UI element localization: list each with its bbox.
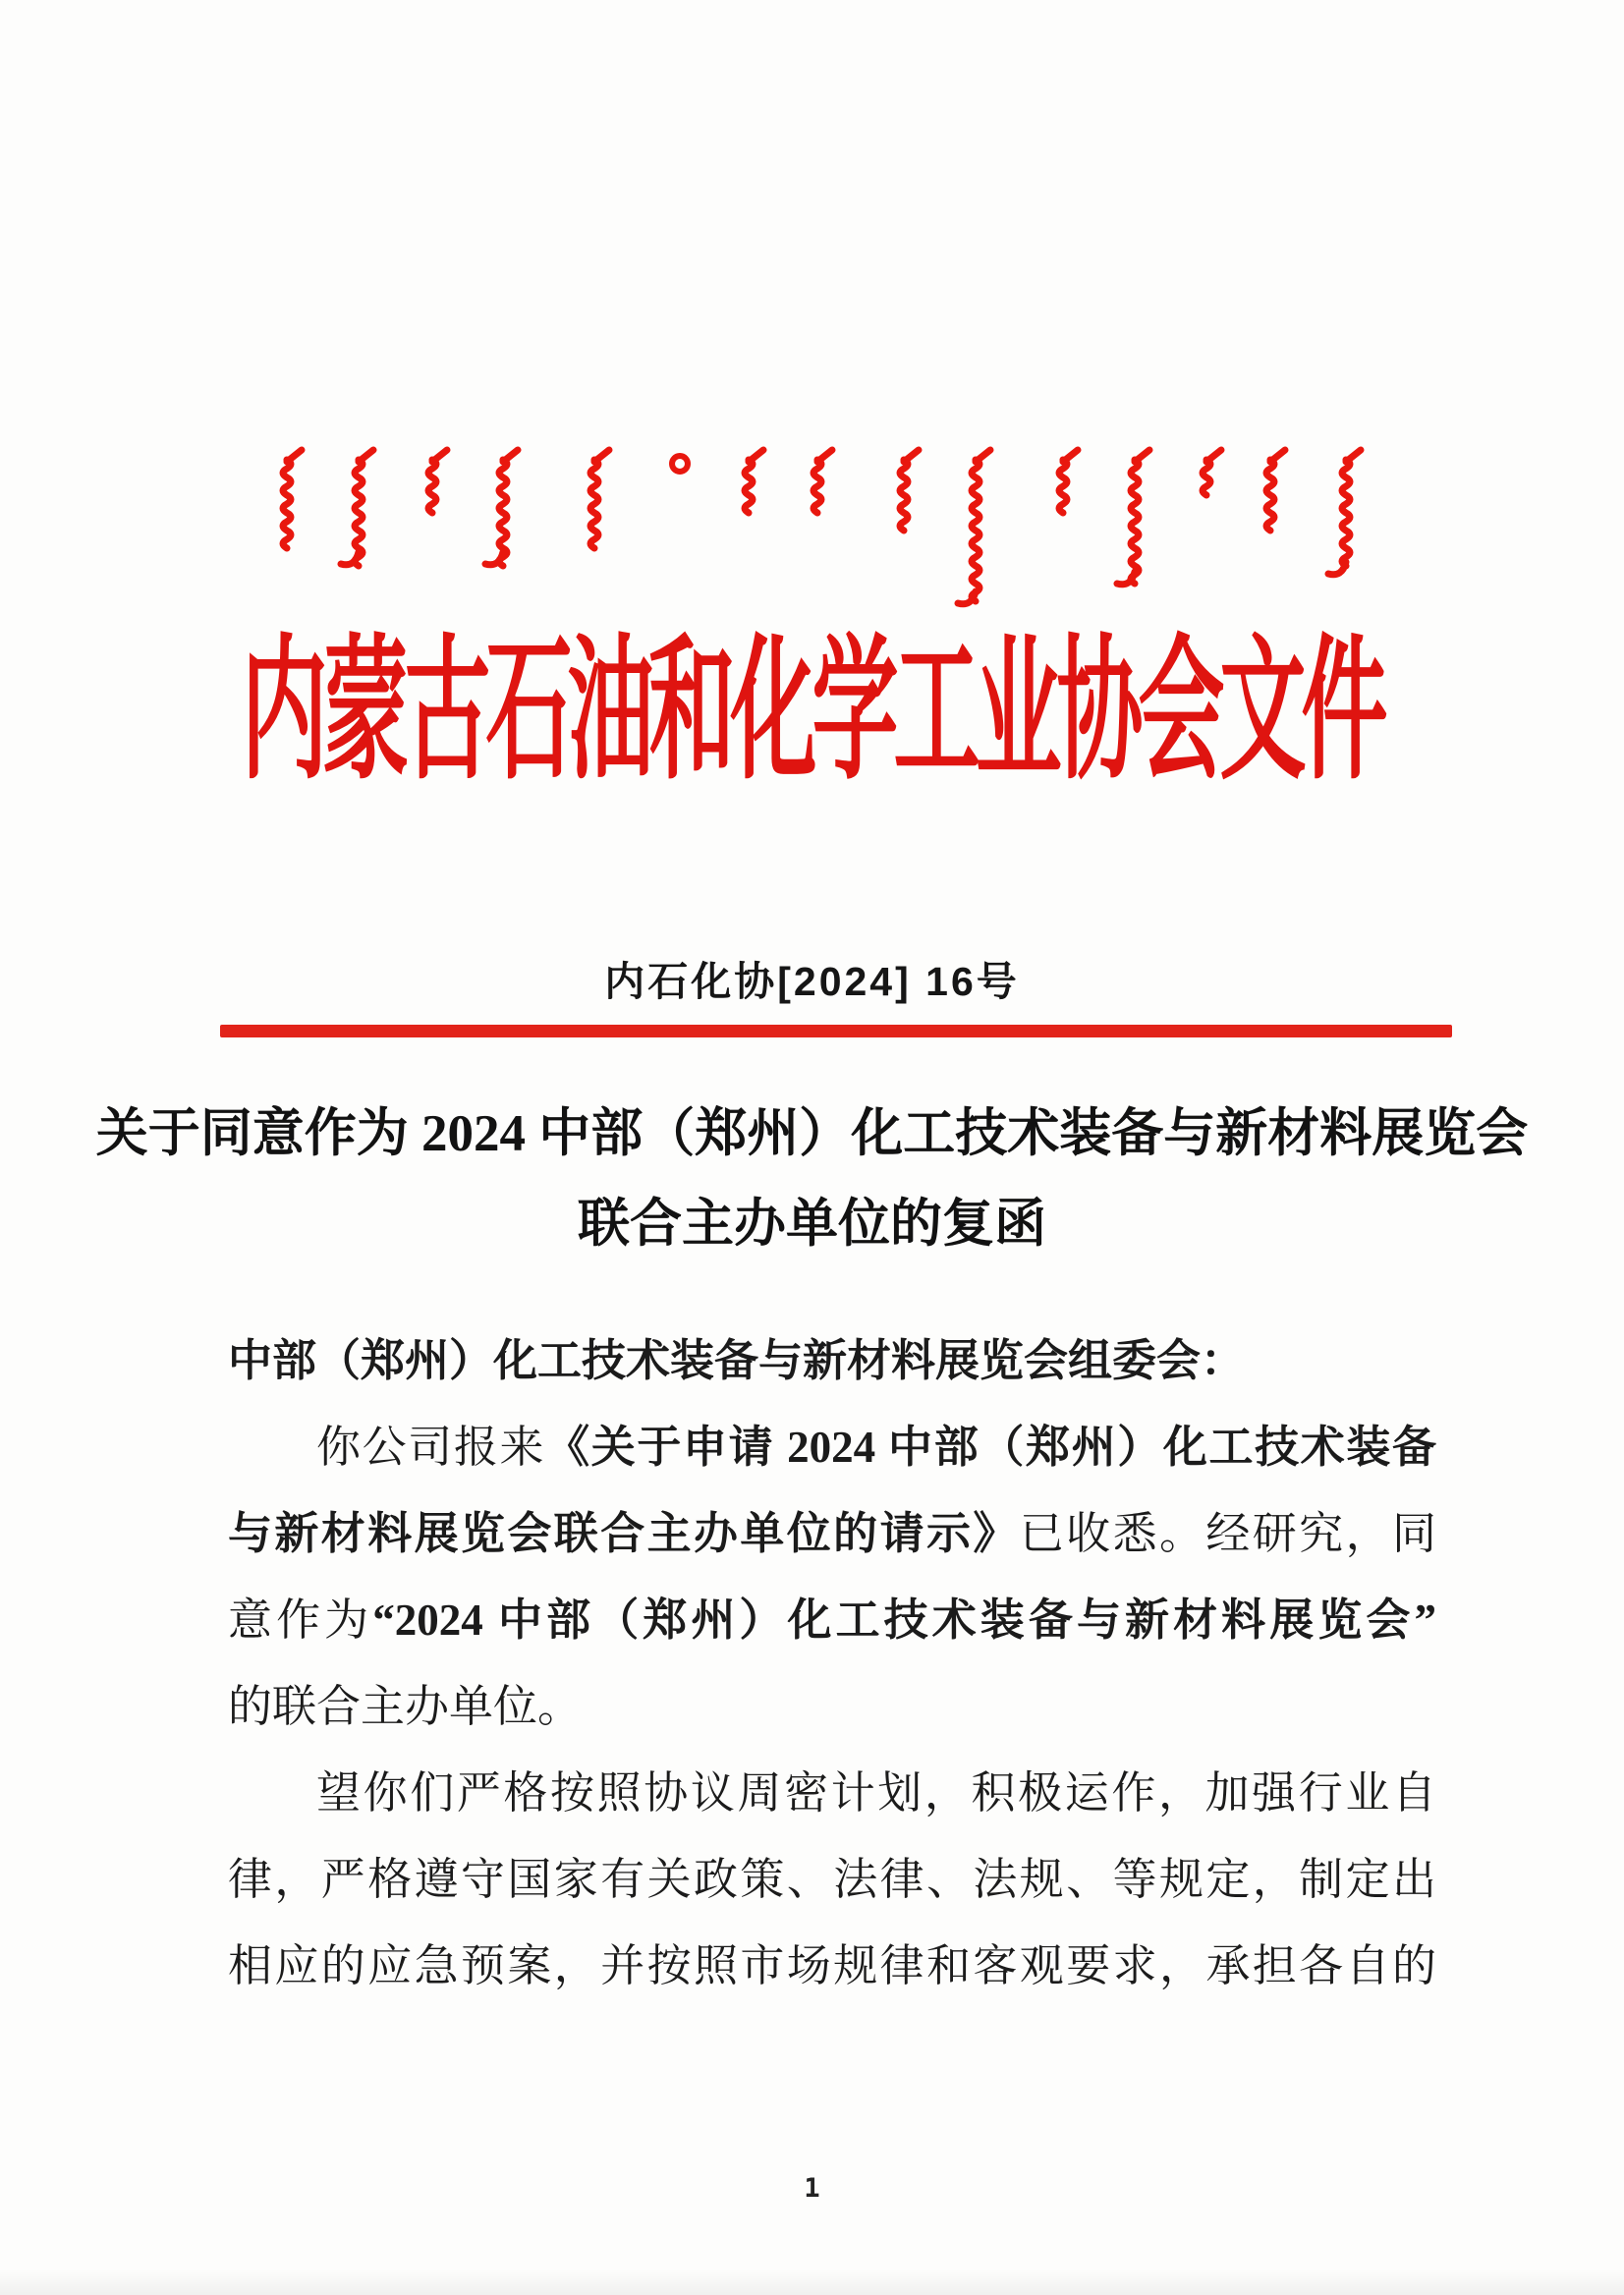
body-line: [228, 1836, 1436, 1923]
mongolian-word-column: [958, 450, 990, 604]
page-number: 1: [804, 2173, 820, 2204]
body-segment: 律，严格遵守国家有关政策、法律、法规、等规定，制定出: [228, 1855, 1436, 1904]
body-line: [228, 1923, 1436, 2009]
body-segment: 相应的应急预案，并按照市场规律和客观要求，承担各自的: [228, 1941, 1436, 1990]
body-segment-bold: 《关于申请 2024 中部（郑州）化工技术装备: [545, 1423, 1436, 1472]
body-line: [228, 1750, 1436, 1836]
mongolian-word-column: [672, 456, 688, 472]
body-text: [228, 1317, 1436, 2009]
body-segment-bold: 与新材料展览会联合主办单位的请示》: [228, 1509, 1020, 1558]
mongolian-word-column: [341, 450, 373, 566]
body-lines: [228, 1317, 1436, 2009]
body-line: [228, 1577, 1436, 1663]
body-segment-bold: 中部（郑州）化工技术装备与新材料展览会组委会：: [228, 1336, 1246, 1385]
mongolian-word-column: [590, 450, 609, 548]
doc-number: 内石化协[2024] 16号: [604, 959, 1020, 1004]
body-segment: 已收悉。经研究，同: [1019, 1509, 1436, 1558]
mongolian-word-column: [485, 450, 518, 566]
body-line: [228, 1663, 1436, 1750]
mongolian-word-column: [900, 450, 919, 531]
mongolian-word-column: [283, 450, 302, 548]
doc-title-line2: 联合主办单位的复函: [578, 1196, 1046, 1253]
mongolian-script-header: [0, 0, 1624, 639]
mongolian-word-column: [1203, 450, 1221, 495]
doc-title-line1: 关于同意作为 2024 中部（郑州）化工技术装备与新材料展览会: [95, 1105, 1529, 1162]
mongolian-word-column: [1266, 450, 1285, 531]
mongolian-word-column: [813, 450, 832, 513]
mongolian-word-column: [1328, 450, 1361, 575]
mongolian-word-column: [1059, 450, 1078, 513]
mongolian-word-column: [1117, 450, 1149, 585]
mongolian-word-column: [745, 450, 763, 513]
body-segment: 望你们严格按照协议周密计划，积极运作，加强行业自: [316, 1768, 1436, 1818]
scan-shadow: [0, 2269, 1624, 2295]
body-segment: 意作为: [228, 1595, 373, 1645]
red-rule: [220, 1025, 1452, 1037]
org-title: 内蒙古石油和化学工业协会文件: [241, 628, 1383, 800]
mongolian-word-column: [428, 450, 447, 513]
body-segment: 的联合主办单位。: [228, 1682, 583, 1731]
body-segment-bold: “2024 中部（郑州）化工技术装备与新材料展览会”: [372, 1595, 1436, 1645]
body-segment: 你公司报来: [316, 1423, 546, 1472]
body-line: [228, 1404, 1436, 1490]
body-line: [228, 1317, 1436, 1404]
org-title-row: [0, 628, 1624, 800]
doc-title: [59, 1089, 1565, 1269]
body-line: [228, 1490, 1436, 1577]
